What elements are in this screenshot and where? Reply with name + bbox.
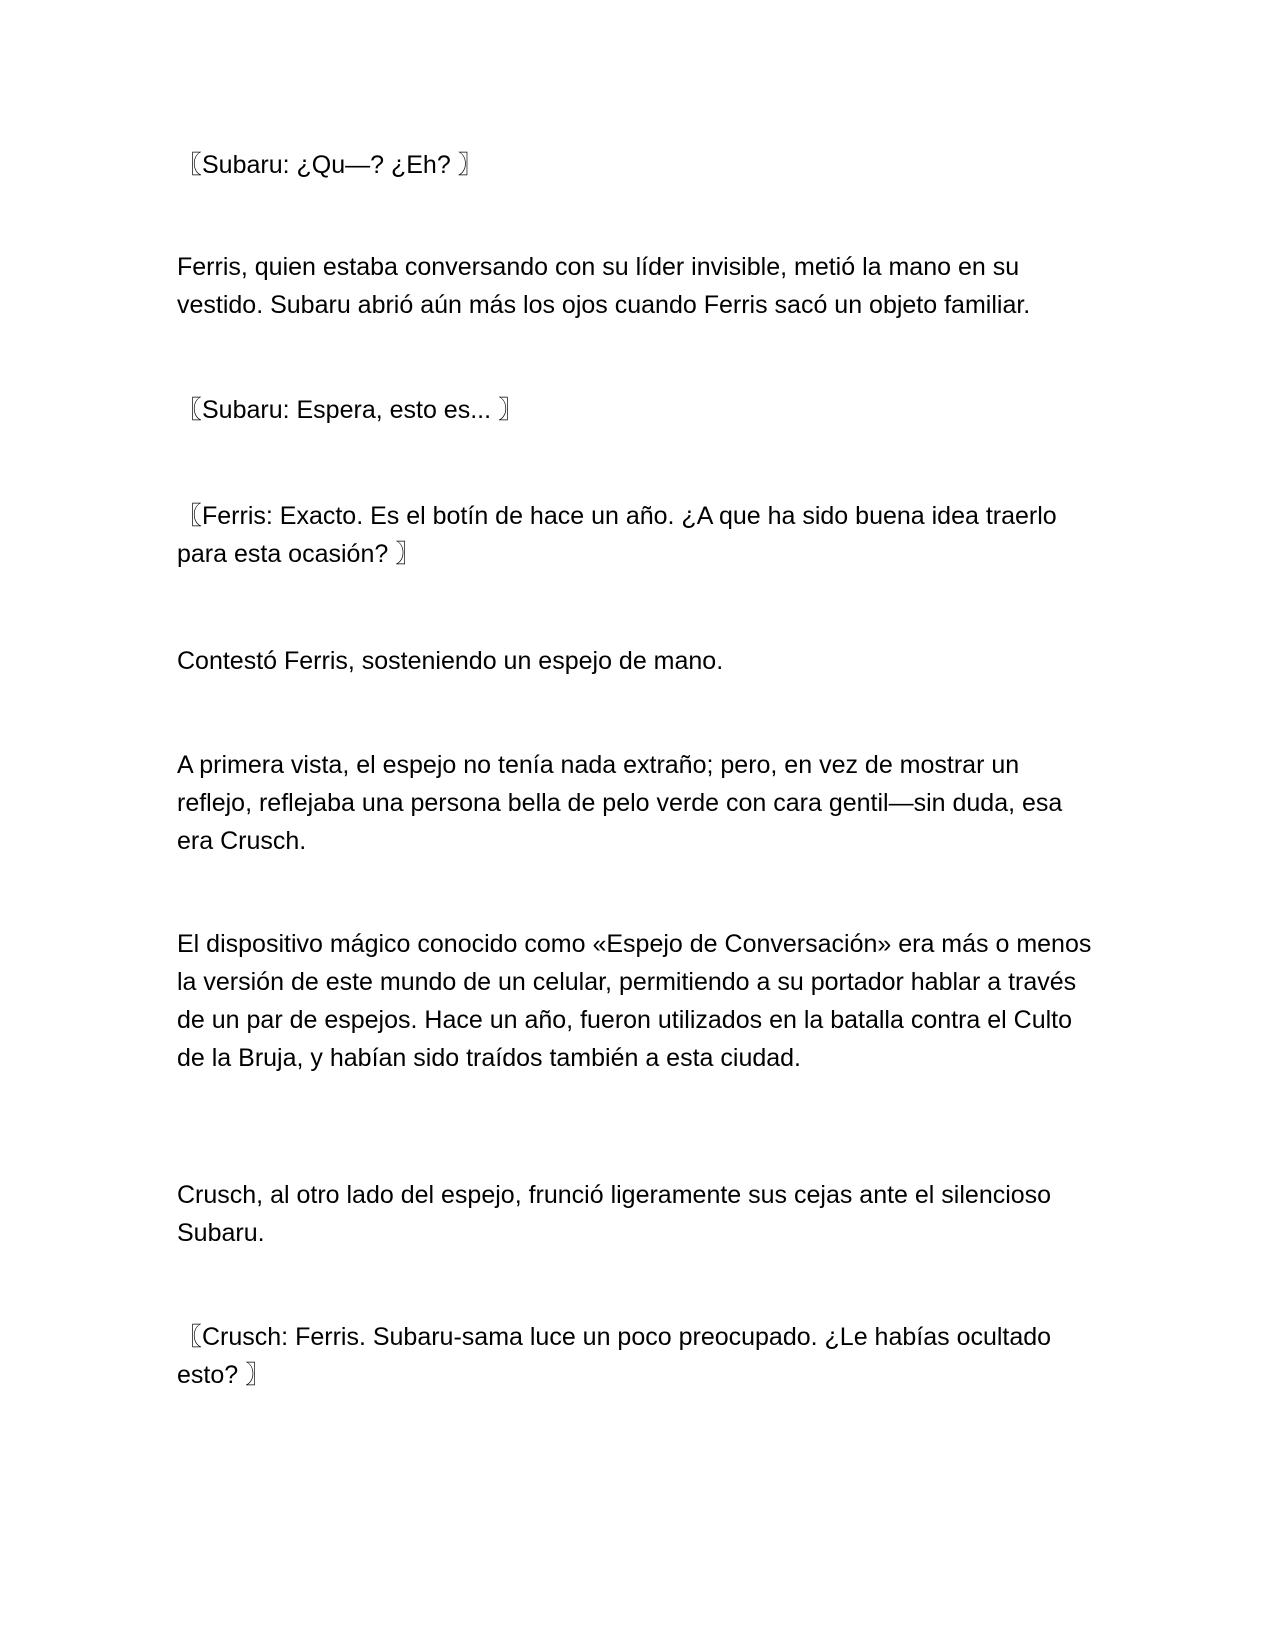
narration-paragraph-3: A primera vista, el espejo no tenía nada extraño; pero, en vez de mostrar un reflejo, reflejaba una persona bella de pelo verde con cara gentil—sin duda, esa era Crusch.	[177, 751, 1063, 855]
dialogue-subaru-2: 〖Subaru: Espera, esto es... 〗	[177, 396, 523, 424]
dialogue-crusch-1: 〖Crusch: Ferris. Subaru-sama luce un poco preocupado. ¿Le habías ocultado esto? 〗	[177, 1323, 1052, 1389]
narration-paragraph-4: El dispositivo mágico conocido como «Espejo de Conversación» era más o menos la versión de este mundo de un celular, permitiendo a su portador hablar a través de un par de espejos. Hace un año, fueron utilizados en la batalla contra el Culto de la Bruja, y habían sido traídos también a esta ciudad.	[177, 930, 1092, 1072]
narration-paragraph-2: Contestó Ferris, sosteniendo un espejo de mano.	[177, 647, 724, 675]
narration-paragraph-5: Crusch, al otro lado del espejo, frunció ligeramente sus cejas ante el silencioso Subaru.	[177, 1181, 1052, 1247]
dialogue-ferris-1: 〖Ferris: Exacto. Es el botín de hace un año. ¿A que ha sido buena idea traerlo para esta ocasión? 〗	[177, 502, 1057, 568]
narration-paragraph-1: Ferris, quien estaba conversando con su líder invisible, metió la mano en su vestido. Subaru abrió aún más los ojos cuando Ferris sacó un objeto familiar.	[177, 253, 1031, 319]
dialogue-subaru-1: 〖Subaru: ¿Qu—? ¿Eh? 〗	[177, 151, 483, 179]
